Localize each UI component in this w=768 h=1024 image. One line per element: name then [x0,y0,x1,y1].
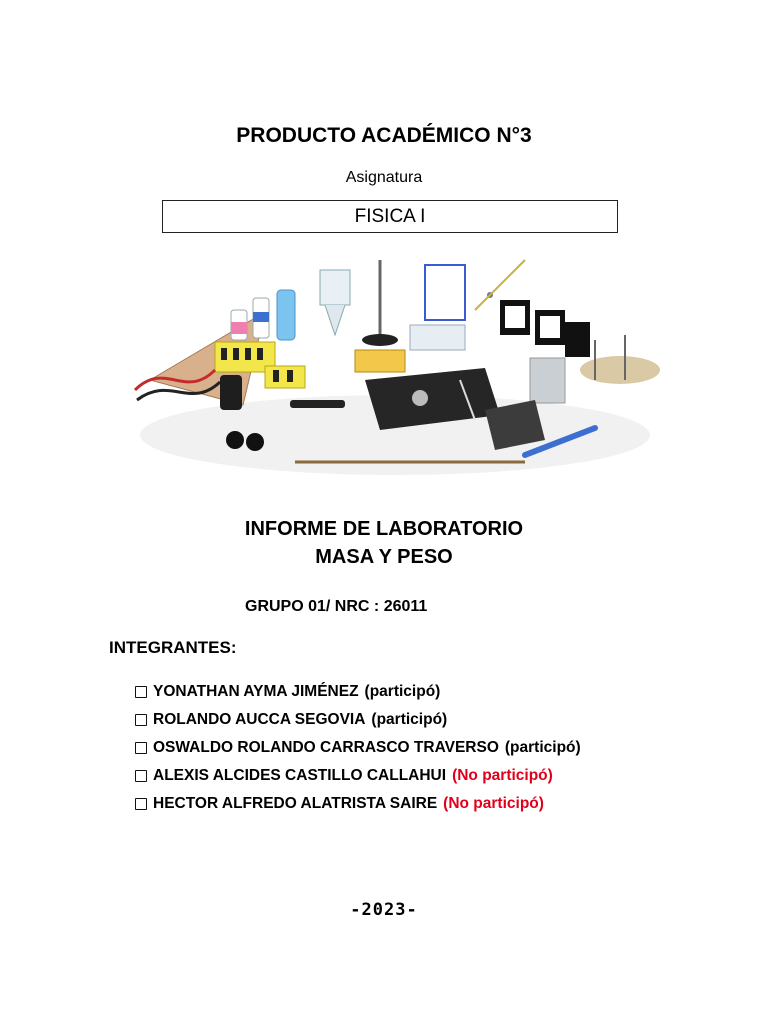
report-title-line1: INFORME DE LABORATORIO [244,518,524,540]
member-item [135,762,581,790]
member-name: OSWALDO ROLANDO CARRASCO TRAVERSO [153,739,499,756]
course-name-box: FISICA I [162,200,618,233]
year: -2023- [350,900,418,920]
member-status: (No participó) [452,767,553,784]
asignatura-label: Asignatura [345,169,423,186]
member-status: (No participó) [443,795,544,812]
member-name: HECTOR ALFREDO ALATRISTA SAIRE [153,795,438,812]
checkbox-icon[interactable] [135,798,147,810]
member-status: (participó) [364,683,441,700]
member-name: ALEXIS ALCIDES CASTILLO CALLAHUI [153,767,447,784]
checkbox-icon[interactable] [135,770,147,782]
member-item [135,734,581,762]
checkbox-icon[interactable] [135,714,147,726]
member-item [135,678,581,706]
member-name: YONATHAN AYMA JIMÉNEZ [153,683,359,700]
member-name: ROLANDO AUCCA SEGOVIA [153,711,366,728]
members-heading: INTEGRANTES: [109,638,237,657]
checkbox-icon[interactable] [135,686,147,698]
member-status: (participó) [371,711,448,728]
members-list [135,678,581,818]
member-status: (participó) [504,739,581,756]
member-item [135,706,581,734]
group-nrc: GRUPO 01/ NRC : 26011 [245,598,428,615]
checkbox-icon[interactable] [135,742,147,754]
lab-equipment-image [125,250,665,480]
report-title-line2: MASA Y PESO [315,546,453,568]
document-title: PRODUCTO ACADÉMICO N°3 [236,124,532,147]
member-item [135,790,581,818]
report-title [0,515,768,571]
